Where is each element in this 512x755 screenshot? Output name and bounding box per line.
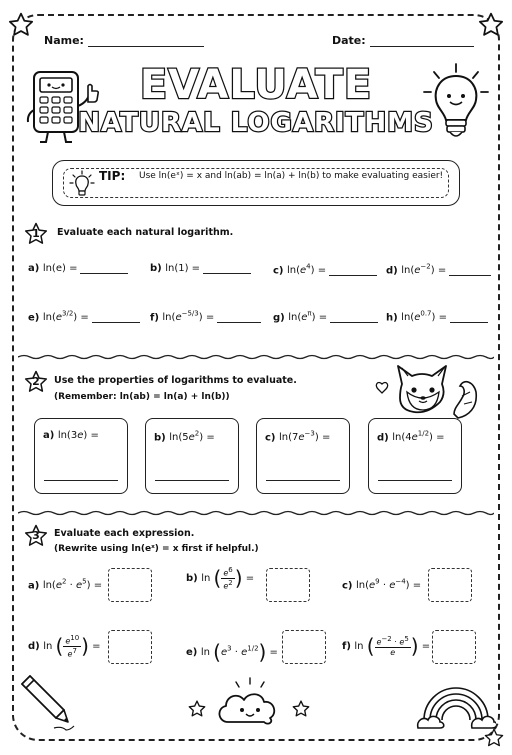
cloud-mascot-icon: [212, 676, 288, 728]
star-icon: [478, 12, 504, 38]
rainbow-icon: [416, 670, 496, 732]
answer-blank[interactable]: [203, 263, 251, 274]
lightbulb-mascot-icon: [418, 60, 494, 150]
problem-2c: c) $\ln(7e^{-3})$ =: [265, 430, 331, 444]
section-3-hint: (Rewrite using ln(eˣ) = x first if helpful.): [54, 544, 259, 554]
answer-box[interactable]: [108, 568, 152, 602]
section-2-remember: (Remember: ln(ab) = ln(a) + ln(b)): [54, 392, 230, 402]
problem-3b: b) ln ( $\frac{e^6}{e^2}$ ) =: [186, 566, 255, 591]
problem-3c: c) $\ln(e^9 \cdot e^{-4})$ =: [342, 578, 422, 592]
answer-blank[interactable]: [217, 312, 261, 323]
problem-1f: f) $\ln(e^{-5/3})$ =: [150, 310, 261, 323]
section-divider: [18, 510, 494, 516]
fox-mascot-icon: [374, 362, 484, 422]
problem-2b: b) $\ln(5e^2)$ =: [154, 430, 215, 444]
section-divider: [18, 354, 494, 360]
answer-blank[interactable]: [266, 480, 340, 481]
problem-1a: a) ln(e) =: [28, 263, 128, 274]
problem-1h: h) $\ln(e^{0.7})$ =: [386, 310, 488, 323]
problem-3e: e) $\ln (e^3 \cdot e^{1/2})$ =: [186, 640, 278, 664]
problem-2a: a) ln(3e) =: [43, 430, 99, 441]
answer-box[interactable]: [108, 630, 152, 664]
star-icon: [8, 12, 34, 38]
problem-2b-card[interactable]: [145, 418, 239, 494]
problem-2a-card[interactable]: [34, 418, 128, 494]
section-1-instruction: Evaluate each natural logarithm.: [57, 227, 234, 238]
lightbulb-icon: [69, 170, 95, 198]
answer-blank[interactable]: [44, 480, 118, 481]
problem-2c-card[interactable]: [256, 418, 350, 494]
problem-1g: g) $\ln(e^\pi)$ =: [273, 310, 378, 323]
section-3-instruction: Evaluate each expression.: [54, 528, 195, 539]
problem-1c: c) $\ln(e^4)$ =: [273, 263, 377, 276]
answer-blank[interactable]: [155, 480, 229, 481]
tip-text: Use ln(eˣ) = x and ln(ab) = ln(a) + ln(b) to make evaluating easier!: [139, 171, 444, 181]
problem-2d-card[interactable]: [368, 418, 462, 494]
answer-blank[interactable]: [330, 312, 378, 323]
answer-blank[interactable]: [450, 312, 488, 323]
tip-box: [52, 160, 460, 206]
problem-1d: d) $\ln(e^{-2})$ =: [386, 263, 491, 276]
heart-icon: [376, 383, 387, 393]
worksheet-title-line2: NATURAL LOGARITHMS: [78, 108, 434, 138]
date-field[interactable]: Date:: [332, 34, 474, 47]
tip-label: TIP:: [99, 169, 126, 183]
answer-blank[interactable]: [378, 480, 452, 481]
answer-box[interactable]: [266, 568, 310, 602]
answer-box[interactable]: [432, 630, 476, 664]
problem-1e: e) $\ln(e^{3/2})$ =: [28, 310, 140, 323]
name-field[interactable]: Name:: [44, 34, 204, 47]
problem-3f: f) ln ( $\frac{e^{-2} \cdot e^5}{e}$ ) =: [342, 634, 431, 658]
answer-blank[interactable]: [92, 312, 140, 323]
answer-blank[interactable]: [80, 263, 128, 274]
star-icon: [188, 700, 206, 718]
problem-3a: a) $\ln(e^2 \cdot e^5)$ =: [28, 578, 103, 592]
answer-box[interactable]: [282, 630, 326, 664]
section-1-number: 1: [24, 222, 48, 246]
problem-1b: b) ln(1) =: [150, 263, 251, 274]
answer-box[interactable]: [428, 568, 472, 602]
section-3-number: 3: [24, 524, 48, 548]
worksheet-title-line1: EVALUATE: [139, 62, 373, 108]
star-icon: [292, 700, 310, 718]
answer-blank[interactable]: [449, 265, 491, 276]
section-2-number: 2: [24, 370, 48, 394]
answer-blank[interactable]: [329, 265, 377, 276]
pencil-icon: [18, 672, 78, 732]
problem-2d: d) $\ln(4e^{1/2})$ =: [377, 430, 445, 444]
section-2-instruction: Use the properties of logarithms to evaluate.: [54, 375, 297, 386]
problem-3d: d) ln ( $\frac{e^{10}}{e^7}$ ) =: [28, 634, 101, 659]
